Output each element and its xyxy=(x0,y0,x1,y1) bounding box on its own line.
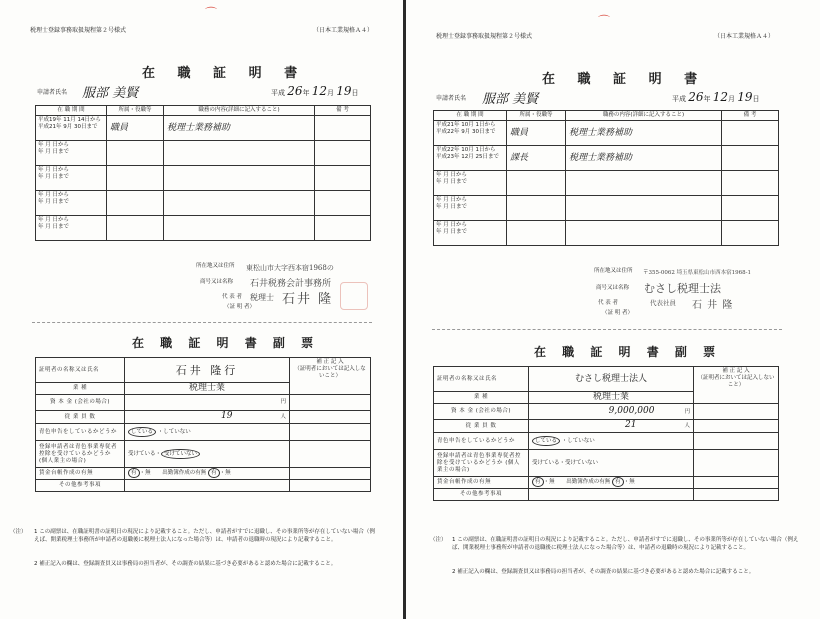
label-other-notes: その他参考事項 xyxy=(434,489,529,501)
table-row xyxy=(36,358,371,383)
employees-unit: 人 xyxy=(280,414,286,420)
label-certifier-name: 証明者の名称又は氏名 xyxy=(434,367,529,392)
capital-unit: 円 xyxy=(684,408,690,415)
employees-value xyxy=(529,420,694,433)
attendance-label: 出勤簿作成の有無 xyxy=(566,479,611,485)
option-plain: していない xyxy=(163,428,191,435)
employees-value xyxy=(125,411,290,424)
label-family-deduction: 登録申請者は青色事業専従者控除を受けているかどうか (個人業主の場合) xyxy=(36,441,125,468)
office-label: 商号又は名称 xyxy=(596,285,630,291)
table-row xyxy=(36,191,371,216)
representative-label: 代 表 者 xyxy=(222,294,242,300)
attendance-option-yes: 有 xyxy=(208,468,220,478)
table-header-row xyxy=(434,111,779,121)
label-blue-return: 青色申告をしているかどうか xyxy=(434,433,529,450)
applicant-label: 申請者氏名 xyxy=(37,89,68,96)
note-2: 2 補正記入の欄は、登録調査員又は事務局の担当者が、その調査の結果に基づき必要があると認めた場合に記載すること。 xyxy=(34,561,337,567)
capital-value xyxy=(529,404,694,420)
table-row xyxy=(434,146,779,171)
table-row xyxy=(36,141,371,166)
correction-cell xyxy=(694,450,779,477)
position-cell: 課長 xyxy=(507,146,566,171)
header-duties: 職務の内容(詳細に記入すること) xyxy=(566,111,722,121)
header-remarks: 備 考 xyxy=(315,106,371,116)
copy-title: 在 職 証 明 書 副 票 xyxy=(132,336,320,350)
address-stamp: 東松山市大字西本宿1968の xyxy=(246,264,334,272)
duties-cell xyxy=(164,166,315,191)
period-cell: 年 月 日から 年 月 日まで xyxy=(434,171,507,196)
notes-label: （注） xyxy=(430,537,447,543)
period-cell: 平成19年 11月 14日から 平成21年 9月 30日まで xyxy=(36,116,107,141)
certificate-date: 平成 26年 12月 19日 xyxy=(672,90,760,104)
representative-title: 税理士 xyxy=(250,293,274,302)
correction-cell xyxy=(290,411,371,424)
employment-history-table xyxy=(433,110,779,246)
table-row xyxy=(434,121,779,146)
certificate-page-right xyxy=(406,0,820,619)
correction-cell xyxy=(290,480,371,492)
family-deduction-options: 受けている・ 受けていない xyxy=(125,441,290,468)
duties-cell: 税理士業務補助 xyxy=(164,116,315,141)
wage-option-no: 無 xyxy=(145,470,151,476)
label-family-deduction: 登録申請者は青色事業専従者控除を受けているかどうか (個人業主の場合) xyxy=(434,450,529,477)
form-label: 税理士登録事務取扱規程第２号様式 xyxy=(436,33,533,40)
period-cell: 年 月 日から 年 月 日まで xyxy=(36,166,107,191)
correction-cell xyxy=(290,468,371,480)
period-cell: 平成21年 10月 1日から 平成22年 9月 30日まで xyxy=(434,121,507,146)
table-row xyxy=(36,480,371,492)
table-row xyxy=(36,468,371,480)
certifier-label: （証 明 者） xyxy=(224,304,255,310)
representative-label: 代 表 者 xyxy=(598,300,618,306)
other-notes-value xyxy=(529,489,694,501)
correction-cell xyxy=(290,395,371,411)
period-cell: 年 月 日から 年 月 日まで xyxy=(36,191,107,216)
remarks-cell xyxy=(722,221,779,246)
correction-cell xyxy=(694,420,779,433)
note-2: 2 補正記入の欄は、登録調査員又は事務局の担当者が、その調査の結果に基づき必要があると認めた場合に記載すること。 xyxy=(452,569,755,575)
duties-cell xyxy=(566,171,722,196)
employees-number: 19 xyxy=(221,411,233,421)
correction-note: （証明者においては記入しないこと） xyxy=(697,375,775,389)
duties-cell: 税理士業務補助 xyxy=(566,146,722,171)
correction-column xyxy=(694,367,779,404)
representative-title: 代表社員 xyxy=(650,299,676,307)
correction-cell xyxy=(694,477,779,489)
industry-value: 税理士業 xyxy=(529,392,694,404)
certificate-page-left xyxy=(0,0,403,619)
table-row xyxy=(36,441,371,468)
header-duties: 職務の内容(詳細に記入すること) xyxy=(164,106,315,116)
table-row xyxy=(434,489,779,501)
correction-cell xyxy=(694,404,779,420)
seal-stamp xyxy=(340,282,368,310)
cut-line xyxy=(432,329,782,330)
header-remarks: 備 考 xyxy=(722,111,779,121)
wage-option-yes: 有 xyxy=(128,468,140,478)
label-industry: 業 種 xyxy=(36,383,125,395)
cut-line xyxy=(32,322,372,323)
label-capital: 資 本 金 (会社の場合) xyxy=(36,395,125,411)
remarks-cell xyxy=(722,196,779,221)
header-position: 所属・役職等 xyxy=(507,111,566,121)
address-label: 所在地又は住所 xyxy=(594,268,633,274)
punch-mark-top: ⌒ xyxy=(205,6,218,20)
remarks-cell xyxy=(722,121,779,146)
label-capital: 資 本 金 (会社の場合) xyxy=(434,404,529,420)
table-row xyxy=(36,216,371,241)
duties-cell xyxy=(164,216,315,241)
label-industry: 業 種 xyxy=(434,392,529,404)
label-employees: 従 業 員 数 xyxy=(434,420,529,433)
office-label: 商号又は名称 xyxy=(200,279,234,285)
industry-value: 税理士業 xyxy=(125,383,290,395)
position-cell xyxy=(107,216,164,241)
table-row xyxy=(434,477,779,489)
duties-cell xyxy=(164,141,315,166)
duties-cell: 税理士業務補助 xyxy=(566,121,722,146)
label-wage-ledger: 賃金台帳作成の有無 xyxy=(434,477,529,489)
label-wage-ledger: 賃金台帳作成の有無 xyxy=(36,468,125,480)
address-label: 所在地又は住所 xyxy=(196,263,235,269)
other-notes-value xyxy=(125,480,290,492)
remarks-cell xyxy=(722,146,779,171)
correction-cell xyxy=(694,433,779,450)
applicant-name: 服部 美賢 xyxy=(482,92,539,107)
option-circled: 受けていない xyxy=(161,449,200,459)
table-row xyxy=(434,221,779,246)
certifier-name-value: 石井 隆行 xyxy=(125,358,290,383)
certificate-date: 平成 26年 12月 19日 xyxy=(271,84,359,98)
correction-note: （証明者においては記入しないこと） xyxy=(294,366,366,380)
family-deduction-options: 受けている・受けていない xyxy=(529,450,694,477)
option-circled: している xyxy=(128,427,156,437)
option-plain: 受けている xyxy=(128,450,156,457)
capital-number: 9,000,000 xyxy=(608,405,655,416)
wage-option-no: 無 xyxy=(549,479,555,485)
table-row xyxy=(434,367,779,392)
punch-mark-top: ⌒ xyxy=(598,14,611,28)
note-1: 1 この副票は、在職証明書の証明日の現況により記載すること。ただし、申請者がすでに退職し、その事業所等が存在していない場合（例えば、開業税理士事務所が申請者の退職後に税理士法人になった場合等）は、申請者の退職時の現況により記載すること。 xyxy=(34,529,375,543)
employees-unit: 人 xyxy=(684,423,690,429)
address-stamp: 〒355-0062 埼玉県東松山市西本宿1968-1 xyxy=(643,270,751,276)
table-row xyxy=(36,424,371,441)
position-cell: 職員 xyxy=(507,121,566,146)
header-period: 在 職 期 間 xyxy=(36,106,107,116)
table-row xyxy=(434,404,779,420)
blue-return-options: している ・していない xyxy=(125,424,290,441)
period-cell: 年 月 日から 年 月 日まで xyxy=(434,196,507,221)
period-cell: 平成22年 10月 1日から 平成23年 12月 25日まで xyxy=(434,146,507,171)
correction-cell xyxy=(290,441,371,468)
employment-history-table xyxy=(35,105,371,241)
correction-label: 補 正 記 入 xyxy=(316,359,344,365)
position-cell: 職員 xyxy=(107,116,164,141)
note-1: 1 この副票は、在職証明書の証明日の現況により記載すること。ただし、申請者がすでに退職し、その事業所等が存在していない場合（例えば、開業税理士事務所が申請者の退職後に税理士法人になった場合等）は、申請者の退職時の現況により記載すること。 xyxy=(452,537,799,551)
position-cell xyxy=(107,166,164,191)
label-employees: 従 業 員 数 xyxy=(36,411,125,424)
correction-label: 補 正 記 入 xyxy=(722,368,750,374)
duties-cell xyxy=(164,191,315,216)
duties-cell xyxy=(566,221,722,246)
table-header-row xyxy=(36,106,371,116)
table-row xyxy=(434,450,779,477)
document-title: 在 職 証 明 書 xyxy=(142,66,307,81)
table-row xyxy=(36,166,371,191)
position-cell xyxy=(107,191,164,216)
label-blue-return: 青色申告をしているかどうか xyxy=(36,424,125,441)
remarks-cell xyxy=(315,166,371,191)
remarks-cell xyxy=(315,116,371,141)
correction-cell xyxy=(290,424,371,441)
supplementary-form-table xyxy=(35,357,371,492)
attendance-option-no: 無 xyxy=(629,479,635,485)
period-cell: 年 月 日から 年 月 日まで xyxy=(434,221,507,246)
employees-number: 21 xyxy=(625,420,637,430)
applicant-name: 服部 美賢 xyxy=(82,86,139,101)
header-period: 在 職 期 間 xyxy=(434,111,507,121)
notes-label: （注） xyxy=(10,529,27,535)
supplementary-form-table xyxy=(433,366,779,501)
capital-value xyxy=(125,395,290,411)
table-row xyxy=(36,116,371,141)
representative-name: 石 井 隆 xyxy=(692,300,734,311)
remarks-cell xyxy=(315,191,371,216)
period-cell: 年 月 日から 年 月 日まで xyxy=(36,216,107,241)
table-row xyxy=(36,395,371,411)
attendance-option-no: 無 xyxy=(225,470,231,476)
office-stamp: むさし税理士法 xyxy=(644,282,721,295)
period-cell: 年 月 日から 年 月 日まで xyxy=(36,141,107,166)
certifier-label: （証 明 者） xyxy=(602,310,633,316)
header-position: 所属・役職等 xyxy=(107,106,164,116)
form-label: 税理士登録事務取扱規程第２号様式 xyxy=(30,27,127,34)
attendance-label: 出勤簿作成の有無 xyxy=(162,470,207,476)
table-row xyxy=(434,433,779,450)
option-plain: 受けている xyxy=(532,459,560,466)
correction-cell xyxy=(694,489,779,501)
representative-name: 石井 隆 xyxy=(282,292,334,307)
ledger-options: 有 ・無 出勤簿作成の有無 有 ・無 xyxy=(529,477,694,489)
blue-return-options: している ・していない xyxy=(529,433,694,450)
remarks-cell xyxy=(315,141,371,166)
document-title: 在 職 証 明 書 xyxy=(542,72,707,87)
duties-cell xyxy=(566,196,722,221)
ledger-options: 有 ・無 出勤簿作成の有無 有 ・無 xyxy=(125,468,290,480)
position-cell xyxy=(107,141,164,166)
position-cell xyxy=(507,221,566,246)
applicant-label: 申請者氏名 xyxy=(436,95,467,102)
option-plain-2: 受けていない xyxy=(565,459,599,466)
correction-column xyxy=(290,358,371,395)
table-row xyxy=(434,171,779,196)
wage-option-yes: 有 xyxy=(532,477,544,487)
remarks-cell xyxy=(722,171,779,196)
position-cell xyxy=(507,171,566,196)
certifier-name-value: むさし税理士法人 xyxy=(529,367,694,392)
attendance-option-yes: 有 xyxy=(612,477,624,487)
capital-unit: 円 xyxy=(280,399,286,405)
label-certifier-name: 証明者の名称又は氏名 xyxy=(36,358,125,383)
option-plain: していない xyxy=(567,437,595,444)
table-row xyxy=(434,196,779,221)
copy-title: 在 職 証 明 書 副 票 xyxy=(534,345,722,359)
label-other-notes: その他参考事項 xyxy=(36,480,125,492)
option-circled: している xyxy=(532,436,560,446)
position-cell xyxy=(507,196,566,221)
office-stamp: 石井税務会計事務所 xyxy=(250,279,332,289)
table-row xyxy=(434,420,779,433)
remarks-cell xyxy=(315,216,371,241)
paper-size-label: （日本工業規格Ａ４） xyxy=(714,33,775,40)
paper-size-label: （日本工業規格Ａ４） xyxy=(313,27,374,34)
table-row xyxy=(36,411,371,424)
